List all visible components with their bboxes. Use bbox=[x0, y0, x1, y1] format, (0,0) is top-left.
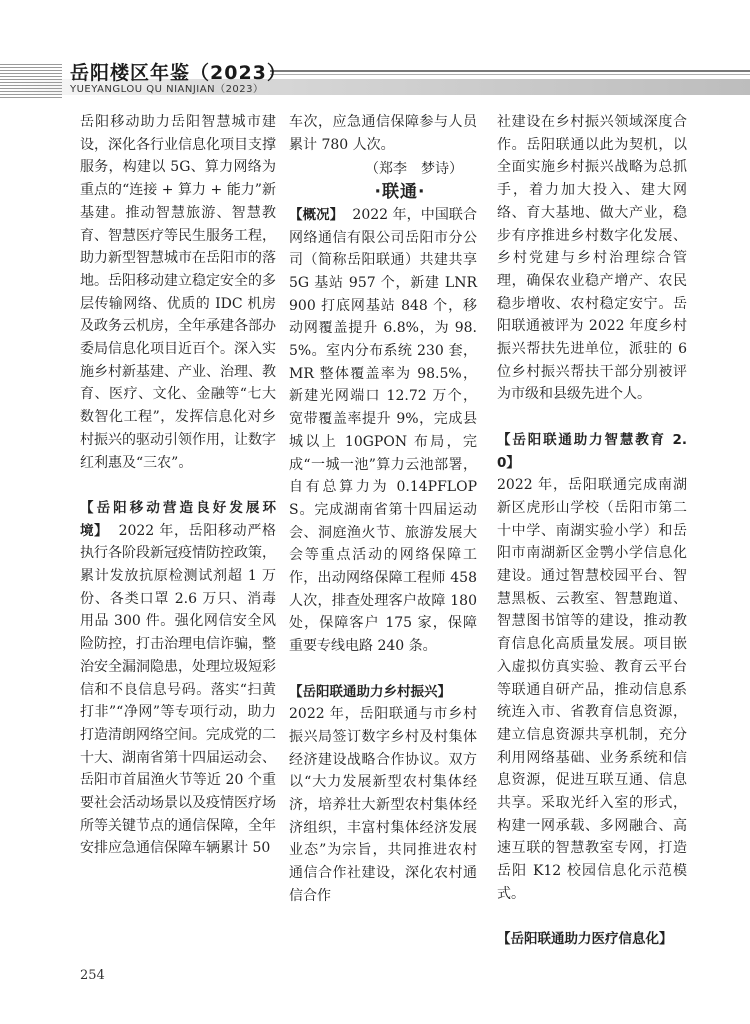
page-number: 254 bbox=[80, 968, 105, 983]
section-heading: 【岳阳联通助力医疗信息化】 bbox=[497, 931, 673, 948]
paragraph: 车次，应急通信保障参与人员累计 780 人次。 bbox=[289, 114, 477, 153]
text-column-3 bbox=[497, 111, 687, 951]
section-title: ·联通· bbox=[374, 182, 426, 203]
running-head-subtitle: YUEYANGLOU QU NIANJIAN（2023） bbox=[70, 84, 264, 95]
text-column-1 bbox=[80, 111, 276, 860]
paragraph bbox=[497, 429, 687, 906]
header-rule-thin bbox=[270, 74, 750, 75]
section-heading: 【岳阳联通助力乡村振兴】 bbox=[289, 683, 451, 700]
paragraph: 社建设在乡村振兴领域深度合作。岳阳联通以此为契机，以全面实施乡村振兴战略为总抓手，着力加大投入、建大网络、育大基地、做大产业，稳步有序推进乡村数字化发展、乡村党建与乡村治理综合管理，确保农业稳产增产、农民稳步增收、农村稳定安宁。岳阳联通被评为 2022 年度乡村振兴帮扶先进单位，派驻的 6 位乡村振兴帮扶干部分别被评为市级和县级先进个人。 bbox=[497, 114, 687, 403]
author-credit: （郑李 梦诗） bbox=[365, 161, 463, 178]
section-heading: 【岳阳联通助力智慧教育 2.0】 bbox=[497, 431, 687, 471]
paragraph bbox=[80, 497, 276, 860]
paragraph-text: 2022 年，岳阳移动严格执行各阶段新冠疫情防控政策，累计发放抗原检测试剂超 1 万份、各类口罩 2.6 万只、消毒用品 300 件。强化网信安全风险防控，打击治理电信诈骗，整治安全漏洞隐患，处理垃圾短彩信和不良信息号码。落实“扫黄打非”“净网”等专项行动，助力打造清朗网络空间。完成党的二十大、湖南省第十四届运动会、岳阳市首届渔火节等近 20 个重要社会活动场景以及疫情医疗场所等关键节点的通信保障，全年安排应急通信保障车辆累计 50 bbox=[80, 522, 276, 857]
text-column-2 bbox=[289, 111, 477, 908]
header-rule bbox=[270, 70, 750, 72]
paragraph bbox=[289, 681, 477, 908]
paragraph-text: 2022 年，岳阳联通与市乡村振兴局签订数字乡村及村集体经济建设战略合作协议。双方以“大力发展新型农村集体经济，培养壮大新型农村集体经济组织，丰富村集体经济发展业态”为宗旨，共同推进农村通信合作社建设，深化农村通信合作 bbox=[289, 706, 477, 904]
paragraph bbox=[289, 204, 477, 658]
paragraph: 岳阳移动助力岳阳智慧城市建设，深化各行业信息化项目支撑服务，构建以 5G、算力网络为重点的“连接 + 算力 + 能力”新基建。推动智慧旅游、智慧教育、智慧医疗等民生服务工程，助力新型智慧城市在岳阳市的落地。岳阳移动建立稳定安全的多层传输网络、优质的 IDC 机房及政务云机房，全年承建各部办委局信息化项目近百个。深入实施乡村新基建、产业、治理、教育、医疗、文化、金融等“七大数智化工程”，发挥信息化对乡村振兴的驱动引领作用，让数字红利惠及“三农”。 bbox=[80, 114, 276, 471]
section-heading: 【概况】 bbox=[289, 206, 344, 223]
section-heading: 【岳阳移动营造良好发展环境】 bbox=[80, 499, 276, 539]
paragraph-text: 2022 年，中国联合网络通信有限公司岳阳市分公司（简称岳阳联通）共建共享 5G 基站 957 个，新建 LNR900 打底网基站 848 个，移动网覆盖提升 6.8%，为 98.5%。室内分布系统 230 套，MR 整体覆盖率为 98.5%，新建光网端口 12.72 万个，宽带覆盖率提升 9%，完成县城以上 10GPON 布局，完成“一城一池”算力云池部署，自有总算力为 0.14PFLOPS。完成湖南省第十四届运动会、洞庭渔火节、旅游发展大会等重点活动的网络保障工作，出动网络保障工程师 458 人次，排查处理客户故障 180 处，保障客户 175 家，保障重要专线电路 240 条。 bbox=[289, 206, 478, 655]
header-stripes-decoration bbox=[0, 64, 62, 98]
paragraph bbox=[497, 928, 687, 951]
running-head-title: 岳阳楼区年鉴（2023） bbox=[70, 62, 287, 84]
paragraph-text: 2022 年，岳阳联通完成南湖新区虎形山学校（岳阳市第二十中学、南湖实验小学）和岳阳市南湖新区金鹗小学信息化建设。通过智慧校园平台、智慧黑板、云教室、智慧跑道、智慧图书馆等的建设，推动教育信息化高质量发展。项目嵌入虚拟仿真实验、教育云平台等联通自研产品，推动信息系统连入市、省教育信息资源，建立信息资源共享机制，充分利用网络基础、业务系统和信息资源，促进互联互通、信息共享。采取光纤入室的形式，构建一网承载、多网融合、高速互联的智慧教室专网，打造岳阳 K12 校园信息化示范模式。 bbox=[497, 477, 687, 902]
